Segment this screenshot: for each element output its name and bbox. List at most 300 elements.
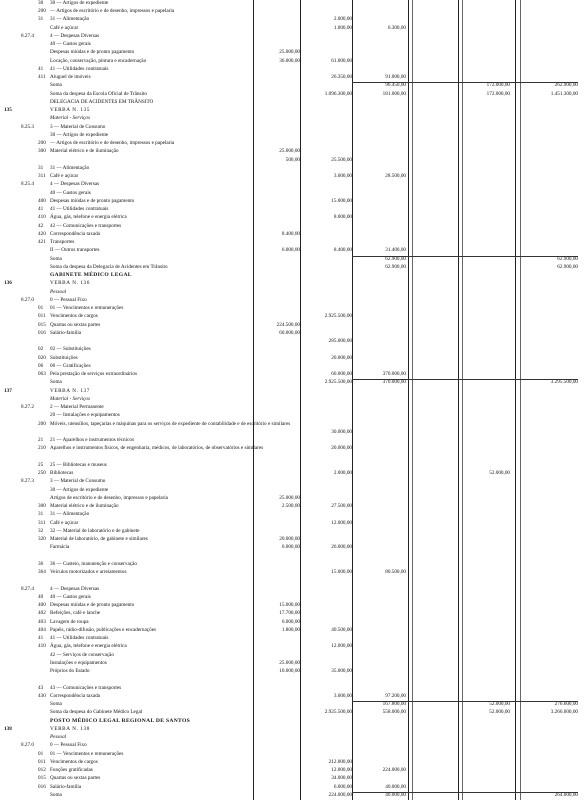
row-subcode: 020 <box>38 354 46 361</box>
table-row <box>0 685 585 692</box>
row-description: Refeições, café e lanche <box>50 610 101 617</box>
row-subcode: 40 <box>38 593 44 600</box>
row-subcode: 311 <box>38 519 46 526</box>
row-subcode: 320 <box>38 536 46 543</box>
row-value: 2.925.500,00 <box>324 379 352 386</box>
row-subcode: 015 <box>38 321 46 328</box>
table-row <box>0 528 585 535</box>
table-row <box>0 511 585 518</box>
row-description: VERBA N. 135 <box>50 107 90 114</box>
row-description: 25 — Bibliotecas e museus <box>50 461 107 468</box>
row-description: Pessoal <box>50 734 67 741</box>
table-row <box>0 635 585 642</box>
table-row <box>0 371 585 378</box>
row-subcode: 200 <box>38 420 46 427</box>
row-value: 15.000,00 <box>331 197 352 204</box>
row-subcode: 41 <box>38 635 44 642</box>
row-description: 32 — Material de laboratório e de gabinete <box>50 527 140 534</box>
table-row <box>0 330 585 337</box>
row-value: 25.000,00 <box>279 659 300 666</box>
table-row <box>0 355 585 362</box>
row-description: 06 — Gratificações <box>50 362 91 369</box>
row-description: 40 — Gastos gerais <box>50 41 91 48</box>
table-row <box>0 132 585 139</box>
row-value: 172.000,00 <box>486 82 510 89</box>
row-value: 52.000,00 <box>489 709 510 716</box>
row-value: 62.900,00 <box>557 255 578 262</box>
row-description: Vencimentos de cargos <box>50 313 98 320</box>
row-value: 6.000,00 <box>281 247 300 254</box>
row-description: Despesas miúdas e de pronto pagamento <box>50 602 135 609</box>
row-code: 8.27.0 <box>21 296 34 303</box>
row-value: 276.600,00 <box>554 701 578 708</box>
table-row <box>0 173 585 180</box>
row-value: 370.000,00 <box>382 371 406 378</box>
row-value: 60.000,00 <box>279 329 300 336</box>
row-value: 12.000,00 <box>331 643 352 650</box>
row-value: 26.350,00 <box>331 74 352 81</box>
row-value: 6.300,00 <box>387 24 406 31</box>
table-row <box>0 115 585 122</box>
row-description: Substituições <box>50 354 78 361</box>
verba-number: 135 <box>4 107 12 114</box>
row-description: 31 — Alimentação <box>50 511 90 518</box>
row-description: — Artigos de escritório e de desenho, impressos e papelaria <box>50 8 175 15</box>
table-row <box>0 536 585 543</box>
table-row <box>0 437 585 444</box>
row-subcode: 31 <box>38 164 44 171</box>
row-subcode: 410 <box>38 643 46 650</box>
row-subcode: 430 <box>38 692 46 699</box>
row-value: 31.400,00 <box>385 247 406 254</box>
row-value: 34.000,00 <box>331 775 352 782</box>
row-value: 3.000,00 <box>333 692 352 699</box>
table-row <box>0 462 585 469</box>
row-value: 370.000,00 <box>382 379 406 386</box>
row-description: Bibliotecas <box>50 470 74 477</box>
row-value: 1.096.300,00 <box>324 90 352 97</box>
table-row <box>0 709 585 716</box>
row-value: 62.900,00 <box>385 263 406 270</box>
row-value: 80.500,00 <box>385 569 406 576</box>
table-row <box>0 726 585 733</box>
table-row <box>0 792 585 799</box>
row-description: 41 — Utilidades contratuais <box>50 635 109 642</box>
row-value: 35.000,00 <box>331 668 352 675</box>
table-row <box>0 693 585 700</box>
table-row <box>0 495 585 502</box>
row-code: 8.25.4 <box>21 181 34 188</box>
row-value: 224.500,00 <box>276 321 300 328</box>
table-row <box>0 775 585 782</box>
row-subcode: 400 <box>38 197 46 204</box>
row-value: 1.000,00 <box>333 24 352 31</box>
table-row <box>0 742 585 749</box>
table-row <box>0 346 585 353</box>
row-description: Próprios do Estado <box>50 668 90 675</box>
table-row <box>0 91 585 98</box>
table-row <box>0 470 585 477</box>
row-value: 3.295.500,00 <box>550 379 578 386</box>
row-subcode: 411 <box>38 74 46 81</box>
row-value: 2.925.500,00 <box>324 313 352 320</box>
row-subcode: 011 <box>38 313 46 320</box>
row-value: 62.900,00 <box>385 255 406 262</box>
row-value: 25.000,00 <box>279 148 300 155</box>
table-row <box>0 157 585 164</box>
row-description: VERBA N. 137 <box>50 387 90 394</box>
row-description: 31 — Alimentação <box>50 16 90 23</box>
row-value: 15.000,00 <box>279 602 300 609</box>
row-subcode: 300 <box>38 148 46 155</box>
sum-rule <box>352 701 578 702</box>
verba-number: 137 <box>4 387 12 394</box>
row-value: 212.000,00 <box>328 758 352 765</box>
row-subcode: 01 <box>38 305 44 312</box>
row-description: 3 — Material de Consumo <box>50 478 106 485</box>
table-row <box>0 454 585 461</box>
row-description: Soma <box>50 379 62 386</box>
row-code: 8.27.2 <box>21 404 34 411</box>
row-subcode: 36 <box>38 560 44 567</box>
row-description: Veículos motorizados e arreiamentos <box>50 569 127 576</box>
row-value: 25.000,00 <box>279 494 300 501</box>
row-subcode: 01 <box>38 750 44 757</box>
table-row <box>0 148 585 155</box>
row-subcode: 41 <box>38 206 44 213</box>
row-description: 4 — Despesas Diversas <box>50 585 100 592</box>
row-description: Farmácia <box>50 544 70 551</box>
table-row <box>0 503 585 510</box>
row-value: 264.000,00 <box>554 791 578 798</box>
row-value: 8.400,00 <box>281 230 300 237</box>
table-row <box>0 74 585 81</box>
row-value: 52.000,00 <box>489 470 510 477</box>
table-row <box>0 190 585 197</box>
row-value: 36.000,00 <box>279 57 300 64</box>
row-value: 62.900,00 <box>557 263 578 270</box>
row-description: Salário-família <box>50 329 82 336</box>
row-value: 1.451.300,00 <box>550 90 578 97</box>
table-row <box>0 256 585 263</box>
row-value: 40.000,00 <box>385 791 406 798</box>
row-value: 1.800,00 <box>281 626 300 633</box>
row-subcode: 02 <box>38 346 44 353</box>
row-description: 3 — Material de Consumo <box>50 123 106 130</box>
row-subcode: 25 <box>38 461 44 468</box>
table-row <box>0 553 585 560</box>
row-value: 28.500,00 <box>385 173 406 180</box>
table-row <box>0 586 585 593</box>
row-description: 42 — Comunicações e transportes <box>50 222 122 229</box>
table-row <box>0 198 585 205</box>
sum-rule <box>352 792 578 793</box>
row-value: 52.000,00 <box>489 701 510 708</box>
table-row <box>0 569 585 576</box>
table-row <box>0 602 585 609</box>
row-description: Café e açúcar <box>50 173 79 180</box>
row-subcode: 250 <box>38 470 46 477</box>
row-description: 40 — Gastos gerais <box>50 189 91 196</box>
row-value: 181.000,00 <box>382 90 406 97</box>
table-row <box>0 82 585 89</box>
row-description: 43 — Comunicações e transportes <box>50 684 122 691</box>
table-row <box>0 41 585 48</box>
sum-rule <box>352 256 578 257</box>
row-value: 558.000,00 <box>382 709 406 716</box>
table-row <box>0 668 585 675</box>
row-subcode: 016 <box>38 783 46 790</box>
row-description: Quartas ou sextas partes <box>50 775 101 782</box>
row-description: 41 — Utilidades contratuais <box>50 65 109 72</box>
table-row <box>0 487 585 494</box>
row-value: 97.200,00 <box>385 692 406 699</box>
row-description: Despesas miúdas e de pronto pagamento <box>50 49 135 56</box>
row-description: Aluguel de imóveis <box>50 74 91 81</box>
row-value: 3.000,00 <box>333 173 352 180</box>
row-subcode: 30 <box>38 0 44 6</box>
row-value: 2.000,00 <box>333 470 352 477</box>
row-description: DELEGACIA DE ACIDENTES EM TRÂNSITO <box>50 98 154 105</box>
row-value: 172.000,00 <box>486 90 510 97</box>
row-description: Vencimentos de cargos <box>50 758 98 765</box>
table-row <box>0 214 585 221</box>
row-code: 8.27.4 <box>21 585 34 592</box>
row-subcode: 21 <box>38 437 44 444</box>
row-value: 8.000,00 <box>333 214 352 221</box>
row-description: Material - Serviços <box>50 395 91 402</box>
table-row <box>0 16 585 23</box>
row-subcode: 31 <box>38 511 44 518</box>
table-row <box>0 289 585 296</box>
row-subcode: 063 <box>38 371 46 378</box>
row-value: 12.000,00 <box>331 767 352 773</box>
row-value: 20.000,00 <box>331 354 352 361</box>
row-description: 4 — Despesas Diversas <box>50 181 100 188</box>
table-row <box>0 8 585 15</box>
row-description: 20 — Instalações e equipamentos <box>50 412 120 419</box>
table-row <box>0 412 585 419</box>
row-description: 30 — Artigos de expediente <box>50 131 109 138</box>
row-value: 27.500,00 <box>331 503 352 510</box>
row-value: 285.000,00 <box>328 338 352 345</box>
table-row <box>0 25 585 32</box>
table-row <box>0 676 585 683</box>
table-row <box>0 701 585 708</box>
table-row <box>0 445 585 452</box>
row-description: Material elétrico e de iluminação <box>50 503 119 510</box>
row-subcode: 016 <box>38 329 46 336</box>
table-row <box>0 404 585 411</box>
table-row <box>0 124 585 131</box>
row-description: 02 — Substituições <box>50 346 91 353</box>
row-description: II — Outros transportes <box>50 247 100 254</box>
row-description: Soma <box>50 255 62 262</box>
table-row <box>0 610 585 617</box>
row-subcode: 31 <box>38 16 44 23</box>
row-description: 36 — Custeio, manutenção e conservação <box>50 560 138 567</box>
row-description: Soma <box>50 82 62 89</box>
row-subcode: 015 <box>38 775 46 782</box>
row-subcode: 403 <box>38 618 46 625</box>
row-subcode: 011 <box>38 758 46 765</box>
row-description: Café e açúcar <box>50 519 79 526</box>
row-description: 01 — Vencimentos e remunerações <box>50 750 124 757</box>
row-subcode: 404 <box>38 626 46 633</box>
row-description: Locação, conservação, pintura e encadernação <box>50 57 147 64</box>
row-code: 8.27.0 <box>21 742 34 749</box>
row-description: Móveis, utensílios, tapeçarias e máquinas para os serviços de expediente de contabilidade e de escritório e similares <box>50 420 291 427</box>
row-description: 0 — Pessoal Fixo <box>50 296 87 303</box>
row-value: 2.500,00 <box>281 503 300 510</box>
row-description: VERBA N. 136 <box>50 280 90 287</box>
row-description: Material de laboratório, de gabinete e similares <box>50 536 148 543</box>
row-description: 40 — Gastos gerais <box>50 593 91 600</box>
row-description: Funções gratificadas <box>50 767 93 773</box>
table-row <box>0 280 585 287</box>
row-description: Material elétrico e de iluminação <box>50 148 119 155</box>
row-value: 25.000,00 <box>279 49 300 56</box>
row-subcode: 200 <box>38 140 46 147</box>
row-description: POSTO MÉDICO LEGAL REGIONAL DE SANTOS <box>50 717 191 724</box>
table-row <box>0 363 585 370</box>
table-row <box>0 66 585 73</box>
table-row <box>0 718 585 725</box>
row-description: Despesas miúdas e de pronto pagamento <box>50 197 135 204</box>
row-subcode: 400 <box>38 602 46 609</box>
table-row <box>0 165 585 172</box>
row-subcode: 41 <box>38 65 44 72</box>
row-description: 21 — Aparelhos e instrumentos técnicos <box>50 437 134 444</box>
row-value: 224.000,00 <box>382 767 406 773</box>
table-row <box>0 660 585 667</box>
table-row <box>0 239 585 246</box>
sum-rule <box>352 379 578 380</box>
row-description: — Artigos de escritório e de desenho, impressos e papelaria <box>50 140 175 147</box>
row-value: 167.800,00 <box>382 701 406 708</box>
row-description: Água, gás, telefone e energia elétrica <box>50 643 127 650</box>
row-value: 3.266.000,00 <box>550 709 578 716</box>
table-row <box>0 751 585 758</box>
row-description: VERBA N. 138 <box>50 725 90 732</box>
row-subcode: 200 <box>38 8 46 15</box>
row-description: 4 — Despesas Diversas <box>50 32 100 39</box>
row-subcode: 42 <box>38 222 44 229</box>
row-description: Transportes <box>50 239 75 246</box>
row-description: Aparelhos e instrumentos físicos, de engenharia, médicos, de laboratórios, de observatórios e similares <box>50 445 264 452</box>
row-subcode: 43 <box>38 684 44 691</box>
table-row <box>0 107 585 114</box>
table-row <box>0 627 585 634</box>
table-row <box>0 421 585 428</box>
row-description: Artigos de escritório e de desenho, impressos e papelaria <box>50 494 168 501</box>
row-value: 6.000,00 <box>281 618 300 625</box>
row-value: 2.000,00 <box>333 16 352 23</box>
table-row <box>0 643 585 650</box>
table-row <box>0 140 585 147</box>
table-row <box>0 619 585 626</box>
row-description: Água, gás, telefone e energia elétrica <box>50 214 127 221</box>
row-value: 17.700,00 <box>279 610 300 617</box>
row-description: 30 — Artigos de expediente <box>50 0 109 6</box>
table-row <box>0 0 585 7</box>
row-description: Correspondência taxada <box>50 230 100 237</box>
row-subcode: 311 <box>38 173 46 180</box>
row-value: 26.000,00 <box>331 544 352 551</box>
row-subcode: 32 <box>38 527 44 534</box>
row-description: 42 — Serviços de conservação <box>50 651 114 658</box>
row-value: 20.000,00 <box>331 445 352 452</box>
row-subcode: 402 <box>38 610 46 617</box>
row-description: 30 — Artigos de expediente <box>50 486 109 493</box>
table-row <box>0 767 585 774</box>
row-value: 20.000,00 <box>279 536 300 543</box>
row-description: Soma da despesa da Escola Oficial de Trânsito <box>50 90 147 97</box>
row-value: 8.400,00 <box>333 247 352 254</box>
row-value: 12.000,00 <box>331 519 352 526</box>
row-subcode: 06 <box>38 362 44 369</box>
table-row <box>0 33 585 40</box>
table-row <box>0 247 585 254</box>
table-row <box>0 231 585 238</box>
row-description: Soma <box>50 701 62 708</box>
table-row <box>0 379 585 386</box>
table-row <box>0 561 585 568</box>
row-subcode: 420 <box>38 230 46 237</box>
row-value: 96.450,00 <box>385 82 406 89</box>
row-value: 2.925.500,00 <box>324 709 352 716</box>
row-description: Café e açúcar <box>50 24 79 31</box>
table-row <box>0 652 585 659</box>
table-row <box>0 388 585 395</box>
table-row <box>0 181 585 188</box>
table-row <box>0 49 585 56</box>
row-description: 0 — Pessoal Fixo <box>50 742 87 749</box>
table-row <box>0 264 585 271</box>
row-subcode: 210 <box>38 445 46 452</box>
table-row <box>0 544 585 551</box>
row-description: Papéis, rádio-difusão, publicações e encadernações <box>50 626 157 633</box>
row-description: 41 — Utilidades contratuais <box>50 206 109 213</box>
row-value: 25.500,00 <box>331 156 352 163</box>
row-value: 15.000,00 <box>331 569 352 576</box>
row-value: 61.000,00 <box>331 57 352 64</box>
row-description: 01 — Vencimentos e remunerações <box>50 305 124 312</box>
row-subcode: 012 <box>38 767 46 773</box>
row-code: 8.27.3 <box>21 478 34 485</box>
row-value: 6.000,00 <box>333 783 352 790</box>
table-row <box>0 577 585 584</box>
row-value: 224.000,00 <box>328 791 352 798</box>
row-subcode: 410 <box>38 214 46 221</box>
row-code: 8.27.4 <box>21 32 34 39</box>
table-row <box>0 759 585 766</box>
row-description: Soma <box>50 791 62 798</box>
table-row <box>0 322 585 329</box>
row-description: 31 — Alimentação <box>50 164 90 171</box>
row-value: 60.000,00 <box>331 371 352 378</box>
table-row <box>0 272 585 279</box>
row-subcode: 300 <box>38 503 46 510</box>
row-description: Correspondência taxada <box>50 692 100 699</box>
row-description: Material - Serviços <box>50 115 91 122</box>
table-row <box>0 429 585 436</box>
table-row <box>0 338 585 345</box>
row-description: 2 — Material Permanente <box>50 404 104 411</box>
sum-rule <box>352 82 578 83</box>
row-description: Lavagem de roupa <box>50 618 89 625</box>
row-description: Soma da despesa do Gabinete Médico Legal <box>50 709 143 716</box>
